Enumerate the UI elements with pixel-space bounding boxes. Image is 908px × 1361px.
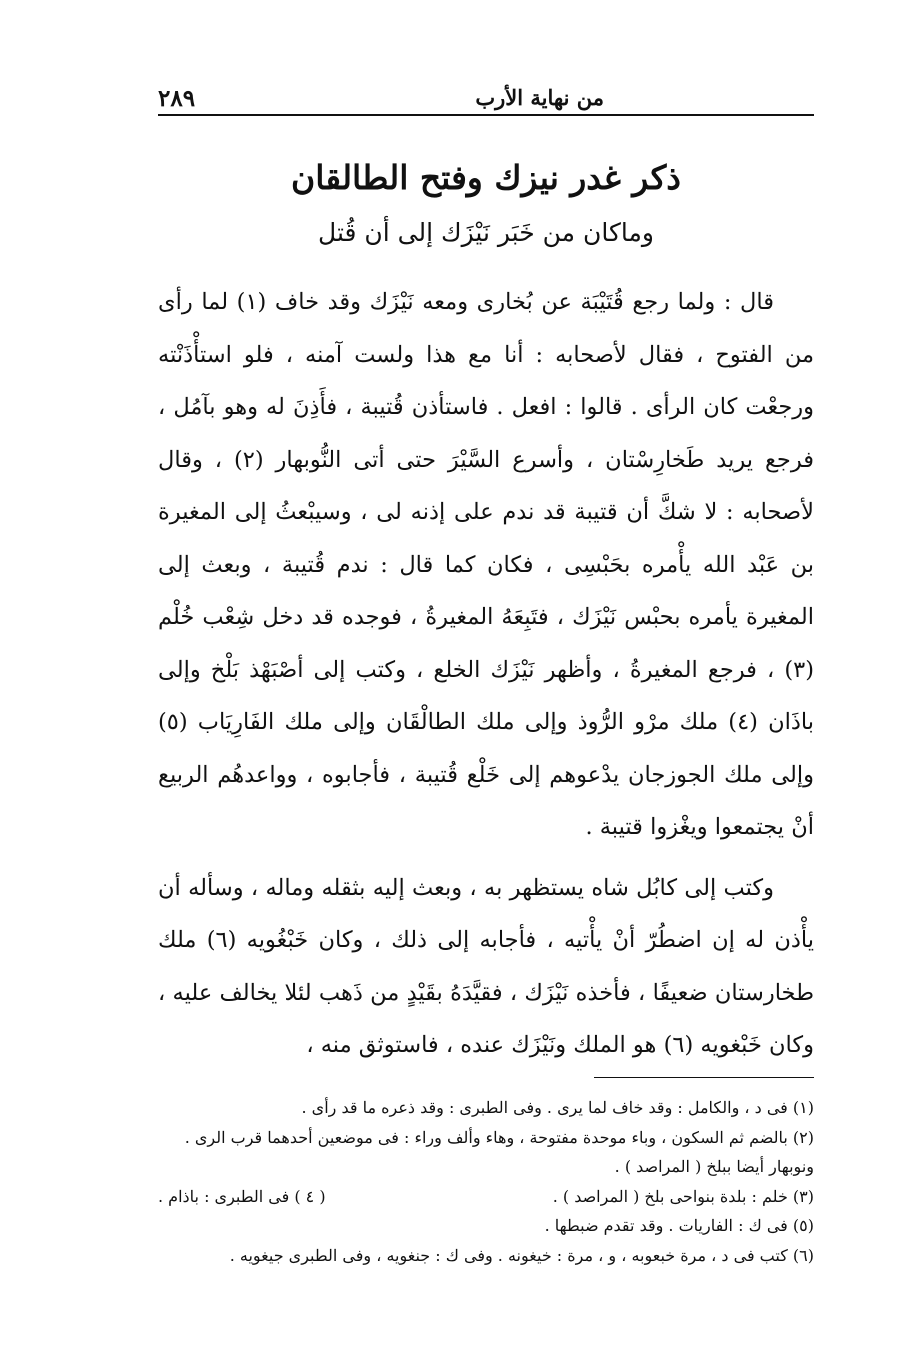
running-title: من نهاية الأرب — [475, 85, 604, 110]
footnote-divider — [594, 1077, 814, 1078]
section-title: ذكر غدر نيزك وفتح الطالقان — [291, 158, 681, 197]
footnotes — [158, 1093, 814, 1270]
footnote: (٦) كتب فى د ، مرة خبعوبه ، و ، مرة : خيغونه . وفى ك : جنغويه ، وفى الطبرى جيغويه . — [229, 1245, 814, 1265]
footnote: (٥) فى ك : الفاريات . وقد تقدم ضبطها . — [544, 1216, 814, 1235]
paragraph: قال : ولما رجع قُتَيْبَة عن بُخارى ومعه نَيْزَك وقد خاف (١) لما رأى من الفتوح ، فقال لأصحابه : أنا مع هذا ولست آمنه ، فلو استأْذَنْته ورجعْت كان الرأى . قالوا : افعل . فاستأذن قُتيبة ، فأَذِنَ له وهو بآمُل ، فرجع يريد طَخارِسْتان ، وأسرع السَّيْرَ حتى أتى النُّوبهار (٢) ، وقال لأصحابه : لا شكَّ أن قتيبة قد ندم على إذنه لى ، وسيبْعثُ إلى المغيرة بن عَبْد الله يأْمره بحَبْسِى ، فكان كما قال : ندم قُتيبة ، وبعث إلى المغيرة يأمره بحبْس نَيْزَك ، فتَبِعَهُ المغيرةُ ، فوجده قد دخل شِعْب خُلْم (٣) ، فرجع المغيرةُ ، وأظهر نَيْزَك الخلع ، وكتب إلى أصْبَهْذ بَلْخ وإلى باذَان (٤) ملك مرْو الرُّوذ وإلى ملك الطالْقَان وإلى ملك الفَارِيَاب (٥) وإلى ملك الجوزجان يدْعوهم إلى خَلْع قُتيبة ، فأجابوه ، وواعدهُم الربيع أنْ يجتمعوا ويغْزوا قتيبة . — [158, 289, 815, 840]
footnote: (٢) بالضم ثم السكون ، وباء موحدة مفتوحة ، وهاء وألف وراء : فى موضعين أحدهما قرب الرى . ونوبهار أيضا ببلخ ( المراصد ) . — [184, 1127, 814, 1176]
footnote: (٣) خلم : بلدة بنواحى بلخ ( المراصد ) . — [552, 1186, 814, 1206]
footnote: (١) فى د ، والكامل : وقد خاف لما يرى . وفى الطبرى : وقد ذعره ما قد رأى . — [301, 1098, 814, 1117]
footnote: ( ٤ ) فى الطبرى : باذام . — [158, 1186, 326, 1206]
paragraph: وكتب إلى كابُل شاه يستظهر به ، وبعث إليه بثقله وماله ، وسأله أن يأْذن له إن اضطُرّ أنْ يأْتيه ، فأجابه إلى ذلك ، وكان خَبْغُويه (٦) ملك طخارستان ضعيفًا ، فأخذه نَيْزَك ، فقيَّدَهُ بقَيْدٍ من ذَهب لئلا يخالف عليه ، وكان خَبْغويه (٦) هو الملك ونَيْزَك عنده ، فاستوثق منه ، — [158, 874, 814, 1058]
page-number: ٢٨٩ — [158, 85, 196, 112]
footnote-row — [158, 1182, 814, 1212]
body-text — [158, 276, 814, 1072]
page-header — [158, 74, 814, 116]
section-subtitle: وماكان من خَبَر نَيْزَك إلى أن قُتل — [318, 218, 654, 247]
